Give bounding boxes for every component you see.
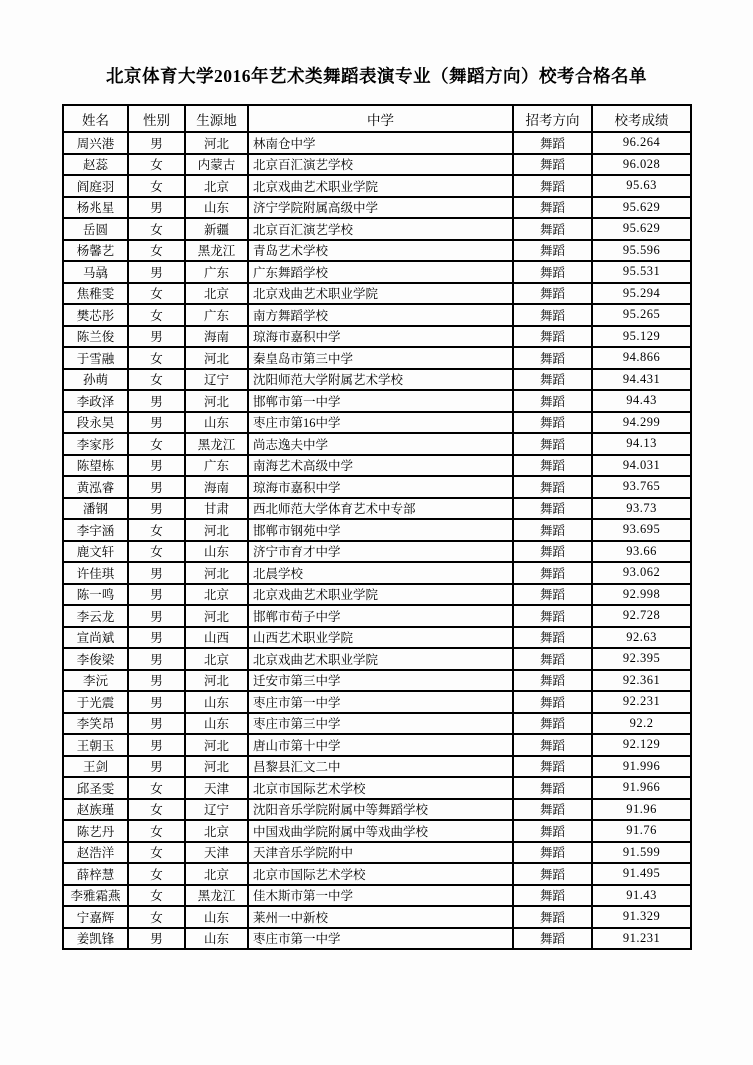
table-row xyxy=(63,197,691,219)
cell-name: 李云龙 xyxy=(63,605,128,627)
cell-direction: 舞蹈 xyxy=(513,863,592,885)
cell-name: 王剑 xyxy=(63,756,128,778)
cell-origin: 河北 xyxy=(185,132,248,154)
cell-direction: 舞蹈 xyxy=(513,648,592,670)
cell-origin: 河北 xyxy=(185,670,248,692)
cell-school: 南方舞蹈学校 xyxy=(248,304,513,326)
cell-school: 中国戏曲学院附属中等戏曲学校 xyxy=(248,820,513,842)
cell-school: 沈阳师范大学附属艺术学校 xyxy=(248,369,513,391)
cell-score: 95.629 xyxy=(592,197,691,219)
table-row xyxy=(63,562,691,584)
cell-name: 阎庭羽 xyxy=(63,175,128,197)
cell-gender: 女 xyxy=(128,885,185,907)
cell-direction: 舞蹈 xyxy=(513,304,592,326)
cell-gender: 女 xyxy=(128,519,185,541)
cell-school: 唐山市第十中学 xyxy=(248,734,513,756)
cell-origin: 辽宁 xyxy=(185,369,248,391)
cell-gender: 男 xyxy=(128,261,185,283)
cell-school: 北京戏曲艺术职业学院 xyxy=(248,175,513,197)
cell-school: 莱州一中新校 xyxy=(248,906,513,928)
cell-school: 邯郸市荀子中学 xyxy=(248,605,513,627)
table-row xyxy=(63,605,691,627)
table-row xyxy=(63,928,691,950)
cell-gender: 男 xyxy=(128,691,185,713)
cell-direction: 舞蹈 xyxy=(513,347,592,369)
table-row xyxy=(63,283,691,305)
cell-origin: 山东 xyxy=(185,906,248,928)
header-school: 中学 xyxy=(248,105,513,132)
cell-gender: 男 xyxy=(128,756,185,778)
table-row xyxy=(63,863,691,885)
cell-gender: 女 xyxy=(128,906,185,928)
cell-school: 林南仓中学 xyxy=(248,132,513,154)
cell-gender: 男 xyxy=(128,584,185,606)
table-row xyxy=(63,218,691,240)
cell-origin: 内蒙古 xyxy=(185,154,248,176)
cell-score: 92.395 xyxy=(592,648,691,670)
cell-school: 琼海市嘉积中学 xyxy=(248,326,513,348)
table-row xyxy=(63,691,691,713)
table-row xyxy=(63,756,691,778)
cell-score: 94.866 xyxy=(592,347,691,369)
cell-school: 山西艺术职业学院 xyxy=(248,627,513,649)
cell-origin: 黑龙江 xyxy=(185,885,248,907)
cell-origin: 山东 xyxy=(185,928,248,950)
cell-score: 95.596 xyxy=(592,240,691,262)
cell-gender: 男 xyxy=(128,498,185,520)
cell-direction: 舞蹈 xyxy=(513,670,592,692)
cell-direction: 舞蹈 xyxy=(513,197,592,219)
cell-school: 西北师范大学体育艺术中专部 xyxy=(248,498,513,520)
cell-score: 91.966 xyxy=(592,777,691,799)
cell-score: 91.495 xyxy=(592,863,691,885)
cell-name: 薛梓慧 xyxy=(63,863,128,885)
cell-origin: 新疆 xyxy=(185,218,248,240)
cell-gender: 女 xyxy=(128,433,185,455)
cell-direction: 舞蹈 xyxy=(513,756,592,778)
cell-gender: 女 xyxy=(128,304,185,326)
table-row xyxy=(63,799,691,821)
cell-gender: 女 xyxy=(128,240,185,262)
cell-gender: 女 xyxy=(128,154,185,176)
cell-direction: 舞蹈 xyxy=(513,519,592,541)
cell-direction: 舞蹈 xyxy=(513,498,592,520)
cell-name: 陈一鸣 xyxy=(63,584,128,606)
cell-score: 95.294 xyxy=(592,283,691,305)
header-row xyxy=(63,105,691,132)
cell-gender: 男 xyxy=(128,627,185,649)
table-row xyxy=(63,627,691,649)
table-row xyxy=(63,648,691,670)
cell-name: 邱圣雯 xyxy=(63,777,128,799)
cell-school: 北京戏曲艺术职业学院 xyxy=(248,283,513,305)
cell-name: 李家彤 xyxy=(63,433,128,455)
cell-name: 黄泓睿 xyxy=(63,476,128,498)
cell-origin: 海南 xyxy=(185,476,248,498)
table-row xyxy=(63,369,691,391)
cell-direction: 舞蹈 xyxy=(513,627,592,649)
cell-gender: 女 xyxy=(128,369,185,391)
header-name: 姓名 xyxy=(63,105,128,132)
cell-name: 姜凯锋 xyxy=(63,928,128,950)
cell-name: 樊芯彤 xyxy=(63,304,128,326)
cell-school: 北京戏曲艺术职业学院 xyxy=(248,584,513,606)
cell-direction: 舞蹈 xyxy=(513,240,592,262)
table-row xyxy=(63,584,691,606)
table-row xyxy=(63,670,691,692)
cell-name: 陈艺丹 xyxy=(63,820,128,842)
cell-direction: 舞蹈 xyxy=(513,820,592,842)
cell-score: 95.129 xyxy=(592,326,691,348)
header-gender: 性别 xyxy=(128,105,185,132)
cell-direction: 舞蹈 xyxy=(513,777,592,799)
table-row xyxy=(63,455,691,477)
cell-score: 94.13 xyxy=(592,433,691,455)
cell-name: 岳圆 xyxy=(63,218,128,240)
cell-score: 94.299 xyxy=(592,412,691,434)
cell-school: 广东舞蹈学校 xyxy=(248,261,513,283)
cell-name: 周兴港 xyxy=(63,132,128,154)
cell-name: 陈兰俊 xyxy=(63,326,128,348)
cell-name: 孙萌 xyxy=(63,369,128,391)
cell-school: 邯郸市钢苑中学 xyxy=(248,519,513,541)
cell-name: 于雪融 xyxy=(63,347,128,369)
table-row xyxy=(63,154,691,176)
table-row xyxy=(63,433,691,455)
cell-gender: 男 xyxy=(128,412,185,434)
cell-school: 青岛艺术学校 xyxy=(248,240,513,262)
cell-origin: 天津 xyxy=(185,842,248,864)
cell-school: 枣庄市第三中学 xyxy=(248,713,513,735)
page-title: 北京体育大学2016年艺术类舞蹈表演专业（舞蹈方向）校考合格名单 xyxy=(106,66,647,86)
cell-school: 北京百汇演艺学校 xyxy=(248,218,513,240)
cell-origin: 河北 xyxy=(185,390,248,412)
cell-origin: 北京 xyxy=(185,584,248,606)
cell-origin: 辽宁 xyxy=(185,799,248,821)
cell-origin: 广东 xyxy=(185,261,248,283)
cell-name: 李笑昂 xyxy=(63,713,128,735)
cell-school: 北京戏曲艺术职业学院 xyxy=(248,648,513,670)
cell-score: 91.996 xyxy=(592,756,691,778)
cell-direction: 舞蹈 xyxy=(513,369,592,391)
cell-score: 93.66 xyxy=(592,541,691,563)
cell-origin: 北京 xyxy=(185,648,248,670)
cell-school: 迁安市第三中学 xyxy=(248,670,513,692)
table-row xyxy=(63,885,691,907)
cell-direction: 舞蹈 xyxy=(513,691,592,713)
cell-gender: 女 xyxy=(128,820,185,842)
cell-gender: 女 xyxy=(128,175,185,197)
cell-school: 枣庄市第一中学 xyxy=(248,928,513,950)
cell-score: 91.329 xyxy=(592,906,691,928)
header-score: 校考成绩 xyxy=(592,105,691,132)
cell-name: 宣尚斌 xyxy=(63,627,128,649)
cell-name: 李宇涵 xyxy=(63,519,128,541)
cell-origin: 海南 xyxy=(185,326,248,348)
cell-origin: 广东 xyxy=(185,455,248,477)
cell-direction: 舞蹈 xyxy=(513,132,592,154)
cell-name: 赵蕊 xyxy=(63,154,128,176)
cell-score: 93.695 xyxy=(592,519,691,541)
cell-origin: 北京 xyxy=(185,175,248,197)
cell-school: 南海艺术高级中学 xyxy=(248,455,513,477)
results-table-body xyxy=(63,132,691,949)
cell-origin: 河北 xyxy=(185,734,248,756)
table-row xyxy=(63,820,691,842)
cell-direction: 舞蹈 xyxy=(513,433,592,455)
cell-gender: 男 xyxy=(128,734,185,756)
cell-gender: 男 xyxy=(128,455,185,477)
table-row xyxy=(63,261,691,283)
cell-gender: 女 xyxy=(128,541,185,563)
cell-school: 天津音乐学院附中 xyxy=(248,842,513,864)
cell-origin: 河北 xyxy=(185,756,248,778)
cell-score: 91.231 xyxy=(592,928,691,950)
cell-name: 李雅霜燕 xyxy=(63,885,128,907)
cell-gender: 女 xyxy=(128,842,185,864)
cell-origin: 黑龙江 xyxy=(185,240,248,262)
cell-name: 陈望栋 xyxy=(63,455,128,477)
table-row xyxy=(63,240,691,262)
cell-name: 鹿文轩 xyxy=(63,541,128,563)
cell-direction: 舞蹈 xyxy=(513,261,592,283)
cell-gender: 男 xyxy=(128,390,185,412)
cell-origin: 河北 xyxy=(185,519,248,541)
header-direction: 招考方向 xyxy=(513,105,592,132)
cell-direction: 舞蹈 xyxy=(513,713,592,735)
cell-gender: 女 xyxy=(128,863,185,885)
cell-name: 宁嘉辉 xyxy=(63,906,128,928)
cell-direction: 舞蹈 xyxy=(513,928,592,950)
cell-score: 94.43 xyxy=(592,390,691,412)
cell-name: 焦稚雯 xyxy=(63,283,128,305)
cell-direction: 舞蹈 xyxy=(513,390,592,412)
cell-score: 92.361 xyxy=(592,670,691,692)
cell-score: 93.062 xyxy=(592,562,691,584)
cell-score: 92.728 xyxy=(592,605,691,627)
cell-name: 段永昊 xyxy=(63,412,128,434)
table-row xyxy=(63,713,691,735)
cell-name: 李沅 xyxy=(63,670,128,692)
table-row xyxy=(63,326,691,348)
cell-name: 许佳琪 xyxy=(63,562,128,584)
cell-score: 92.231 xyxy=(592,691,691,713)
cell-gender: 男 xyxy=(128,326,185,348)
cell-school: 昌黎县汇文二中 xyxy=(248,756,513,778)
cell-name: 马骉 xyxy=(63,261,128,283)
cell-direction: 舞蹈 xyxy=(513,218,592,240)
cell-origin: 天津 xyxy=(185,777,248,799)
cell-school: 琼海市嘉积中学 xyxy=(248,476,513,498)
cell-direction: 舞蹈 xyxy=(513,906,592,928)
cell-school: 枣庄市第一中学 xyxy=(248,691,513,713)
cell-gender: 男 xyxy=(128,197,185,219)
table-row xyxy=(63,304,691,326)
cell-score: 96.264 xyxy=(592,132,691,154)
table-row xyxy=(63,498,691,520)
cell-gender: 女 xyxy=(128,283,185,305)
cell-score: 93.73 xyxy=(592,498,691,520)
cell-school: 佳木斯市第一中学 xyxy=(248,885,513,907)
cell-school: 尚志逸夫中学 xyxy=(248,433,513,455)
cell-origin: 山东 xyxy=(185,412,248,434)
cell-direction: 舞蹈 xyxy=(513,734,592,756)
cell-gender: 男 xyxy=(128,928,185,950)
table-row xyxy=(63,132,691,154)
results-table xyxy=(62,104,692,950)
cell-direction: 舞蹈 xyxy=(513,326,592,348)
cell-name: 赵浩洋 xyxy=(63,842,128,864)
cell-direction: 舞蹈 xyxy=(513,476,592,498)
cell-school: 沈阳音乐学院附属中等舞蹈学校 xyxy=(248,799,513,821)
cell-gender: 女 xyxy=(128,218,185,240)
cell-origin: 山东 xyxy=(185,197,248,219)
cell-score: 92.998 xyxy=(592,584,691,606)
cell-name: 于光震 xyxy=(63,691,128,713)
table-row xyxy=(63,519,691,541)
cell-direction: 舞蹈 xyxy=(513,799,592,821)
cell-school: 济宁市育才中学 xyxy=(248,541,513,563)
table-row xyxy=(63,476,691,498)
cell-direction: 舞蹈 xyxy=(513,562,592,584)
cell-origin: 北京 xyxy=(185,820,248,842)
cell-score: 91.76 xyxy=(592,820,691,842)
cell-gender: 男 xyxy=(128,562,185,584)
cell-name: 李俊梁 xyxy=(63,648,128,670)
cell-gender: 男 xyxy=(128,476,185,498)
cell-name: 杨兆星 xyxy=(63,197,128,219)
cell-score: 91.96 xyxy=(592,799,691,821)
cell-origin: 山东 xyxy=(185,713,248,735)
cell-origin: 山东 xyxy=(185,691,248,713)
cell-origin: 河北 xyxy=(185,562,248,584)
cell-gender: 女 xyxy=(128,347,185,369)
cell-gender: 男 xyxy=(128,132,185,154)
cell-score: 92.129 xyxy=(592,734,691,756)
cell-score: 94.431 xyxy=(592,369,691,391)
cell-direction: 舞蹈 xyxy=(513,154,592,176)
cell-score: 95.265 xyxy=(592,304,691,326)
cell-score: 91.43 xyxy=(592,885,691,907)
cell-direction: 舞蹈 xyxy=(513,455,592,477)
cell-origin: 北京 xyxy=(185,863,248,885)
cell-score: 95.63 xyxy=(592,175,691,197)
cell-origin: 广东 xyxy=(185,304,248,326)
table-row xyxy=(63,390,691,412)
cell-score: 91.599 xyxy=(592,842,691,864)
cell-school: 邯郸市第一中学 xyxy=(248,390,513,412)
cell-gender: 男 xyxy=(128,670,185,692)
cell-origin: 山西 xyxy=(185,627,248,649)
cell-origin: 河北 xyxy=(185,605,248,627)
cell-direction: 舞蹈 xyxy=(513,842,592,864)
cell-school: 北京市国际艺术学校 xyxy=(248,777,513,799)
cell-score: 93.765 xyxy=(592,476,691,498)
cell-school: 秦皇岛市第三中学 xyxy=(248,347,513,369)
cell-direction: 舞蹈 xyxy=(513,605,592,627)
cell-score: 95.629 xyxy=(592,218,691,240)
cell-score: 96.028 xyxy=(592,154,691,176)
cell-gender: 女 xyxy=(128,777,185,799)
cell-score: 92.63 xyxy=(592,627,691,649)
table-row xyxy=(63,541,691,563)
cell-school: 北晨学校 xyxy=(248,562,513,584)
table-row xyxy=(63,734,691,756)
table-row xyxy=(63,347,691,369)
cell-score: 95.531 xyxy=(592,261,691,283)
cell-origin: 河北 xyxy=(185,347,248,369)
cell-school: 北京百汇演艺学校 xyxy=(248,154,513,176)
cell-origin: 山东 xyxy=(185,541,248,563)
cell-score: 94.031 xyxy=(592,455,691,477)
cell-direction: 舞蹈 xyxy=(513,283,592,305)
table-row xyxy=(63,412,691,434)
cell-direction: 舞蹈 xyxy=(513,584,592,606)
table-row xyxy=(63,777,691,799)
cell-origin: 黑龙江 xyxy=(185,433,248,455)
cell-school: 北京市国际艺术学校 xyxy=(248,863,513,885)
cell-school: 枣庄市第16中学 xyxy=(248,412,513,434)
cell-direction: 舞蹈 xyxy=(513,885,592,907)
cell-name: 王朝玉 xyxy=(63,734,128,756)
cell-school: 济宁学院附属高级中学 xyxy=(248,197,513,219)
cell-direction: 舞蹈 xyxy=(513,412,592,434)
cell-gender: 男 xyxy=(128,605,185,627)
cell-direction: 舞蹈 xyxy=(513,175,592,197)
cell-score: 92.2 xyxy=(592,713,691,735)
table-row xyxy=(63,906,691,928)
cell-origin: 北京 xyxy=(185,283,248,305)
cell-name: 李政泽 xyxy=(63,390,128,412)
cell-gender: 男 xyxy=(128,713,185,735)
cell-name: 潘钢 xyxy=(63,498,128,520)
cell-origin: 甘肃 xyxy=(185,498,248,520)
cell-gender: 女 xyxy=(128,799,185,821)
header-origin: 生源地 xyxy=(185,105,248,132)
cell-name: 杨馨艺 xyxy=(63,240,128,262)
cell-direction: 舞蹈 xyxy=(513,541,592,563)
table-row xyxy=(63,842,691,864)
cell-name: 赵族瑾 xyxy=(63,799,128,821)
cell-gender: 男 xyxy=(128,648,185,670)
table-row xyxy=(63,175,691,197)
